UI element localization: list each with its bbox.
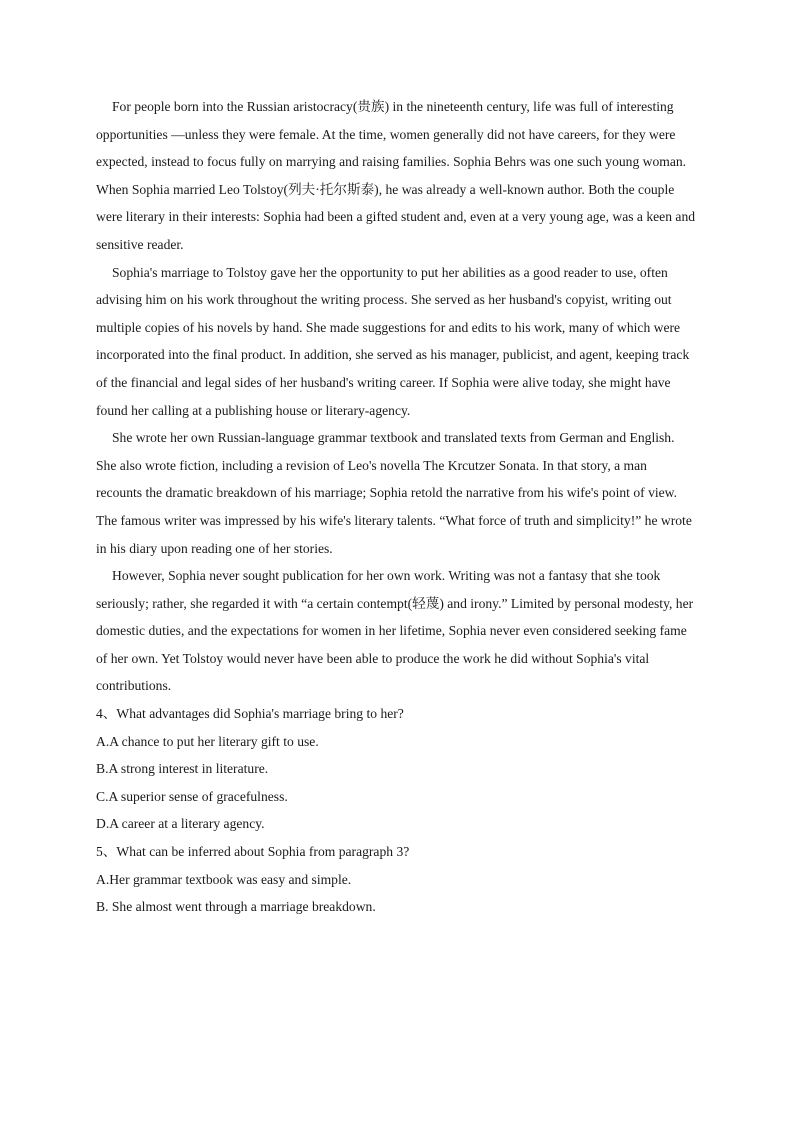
question-stem: 5、What can be inferred about Sophia from paragraph 3? [96, 844, 410, 860]
passage-paragraph-4: However, Sophia never sought publication for her own work. Writing was not a fantasy that she took seriously; rather, she regarded it with “a certain contempt(轻蔑) and irony.” Limited by personal modesty, her domestic duties, and the expectations for women in her lifetime, Sophia never even considered seeking fame of her own. Yet Tolstoy would never have been able to produce the work he did without Sophia's vital contributions. [96, 568, 694, 694]
option-b: B. She almost went through a marriage breakdown. [96, 899, 376, 915]
option-a: A.A chance to put her literary gift to use. [96, 733, 319, 749]
option-c: C.A superior sense of gracefulness. [96, 788, 288, 804]
passage-paragraph-2: Sophia's marriage to Tolstoy gave her the opportunity to put her abilities as a good reader to use, often advising him on his work throughout the writing process. She served as her husband's copyist, writing out multiple copies of his novels by hand. She made suggestions for and edits to his work, many of which were incorporated into the final product. In addition, she served as his manager, publicist, and agent, keeping track of the financial and legal sides of her husband's writing career. If Sophia were alive today, she might have found her calling at a publishing house or literary-agency. [96, 264, 690, 418]
option-d: D.A career at a literary agency. [96, 816, 265, 832]
passage-paragraph-1: For people born into the Russian aristocracy(贵族) in the nineteenth century, life was full of interesting opportunities —unless they were female. At the time, women generally did not have careers, for they were expected, instead to focus fully on marrying and raising families. Sophia Behrs was one such young woman. When Sophia married Leo Tolstoy(列夫·托尔斯泰), he was already a well-known author. Both the couple were literary in their interests: Sophia had been a gifted student and, even at a very young age, was a keen and sensitive reader. [96, 99, 696, 252]
passage-paragraph-3: She wrote her own Russian-language grammar textbook and translated texts from German and English. She also wrote fiction, including a revision of Leo's novella The Krcutzer Sonata. In that story, a man recounts the dramatic breakdown of his marriage; Sophia retold the narrative from his wife's point of view. The famous writer was impressed by his wife's literary talents. “What force of truth and simplicity!” he wrote in his diary upon reading one of her stories. [96, 430, 692, 556]
question-4 [96, 700, 696, 838]
question-5 [96, 838, 696, 921]
document-page [96, 93, 696, 921]
question-stem: 4、What advantages did Sophia's marriage bring to her? [96, 706, 404, 722]
option-b: B.A strong interest in literature. [96, 761, 269, 777]
option-a: A.Her grammar textbook was easy and simple. [96, 871, 352, 887]
